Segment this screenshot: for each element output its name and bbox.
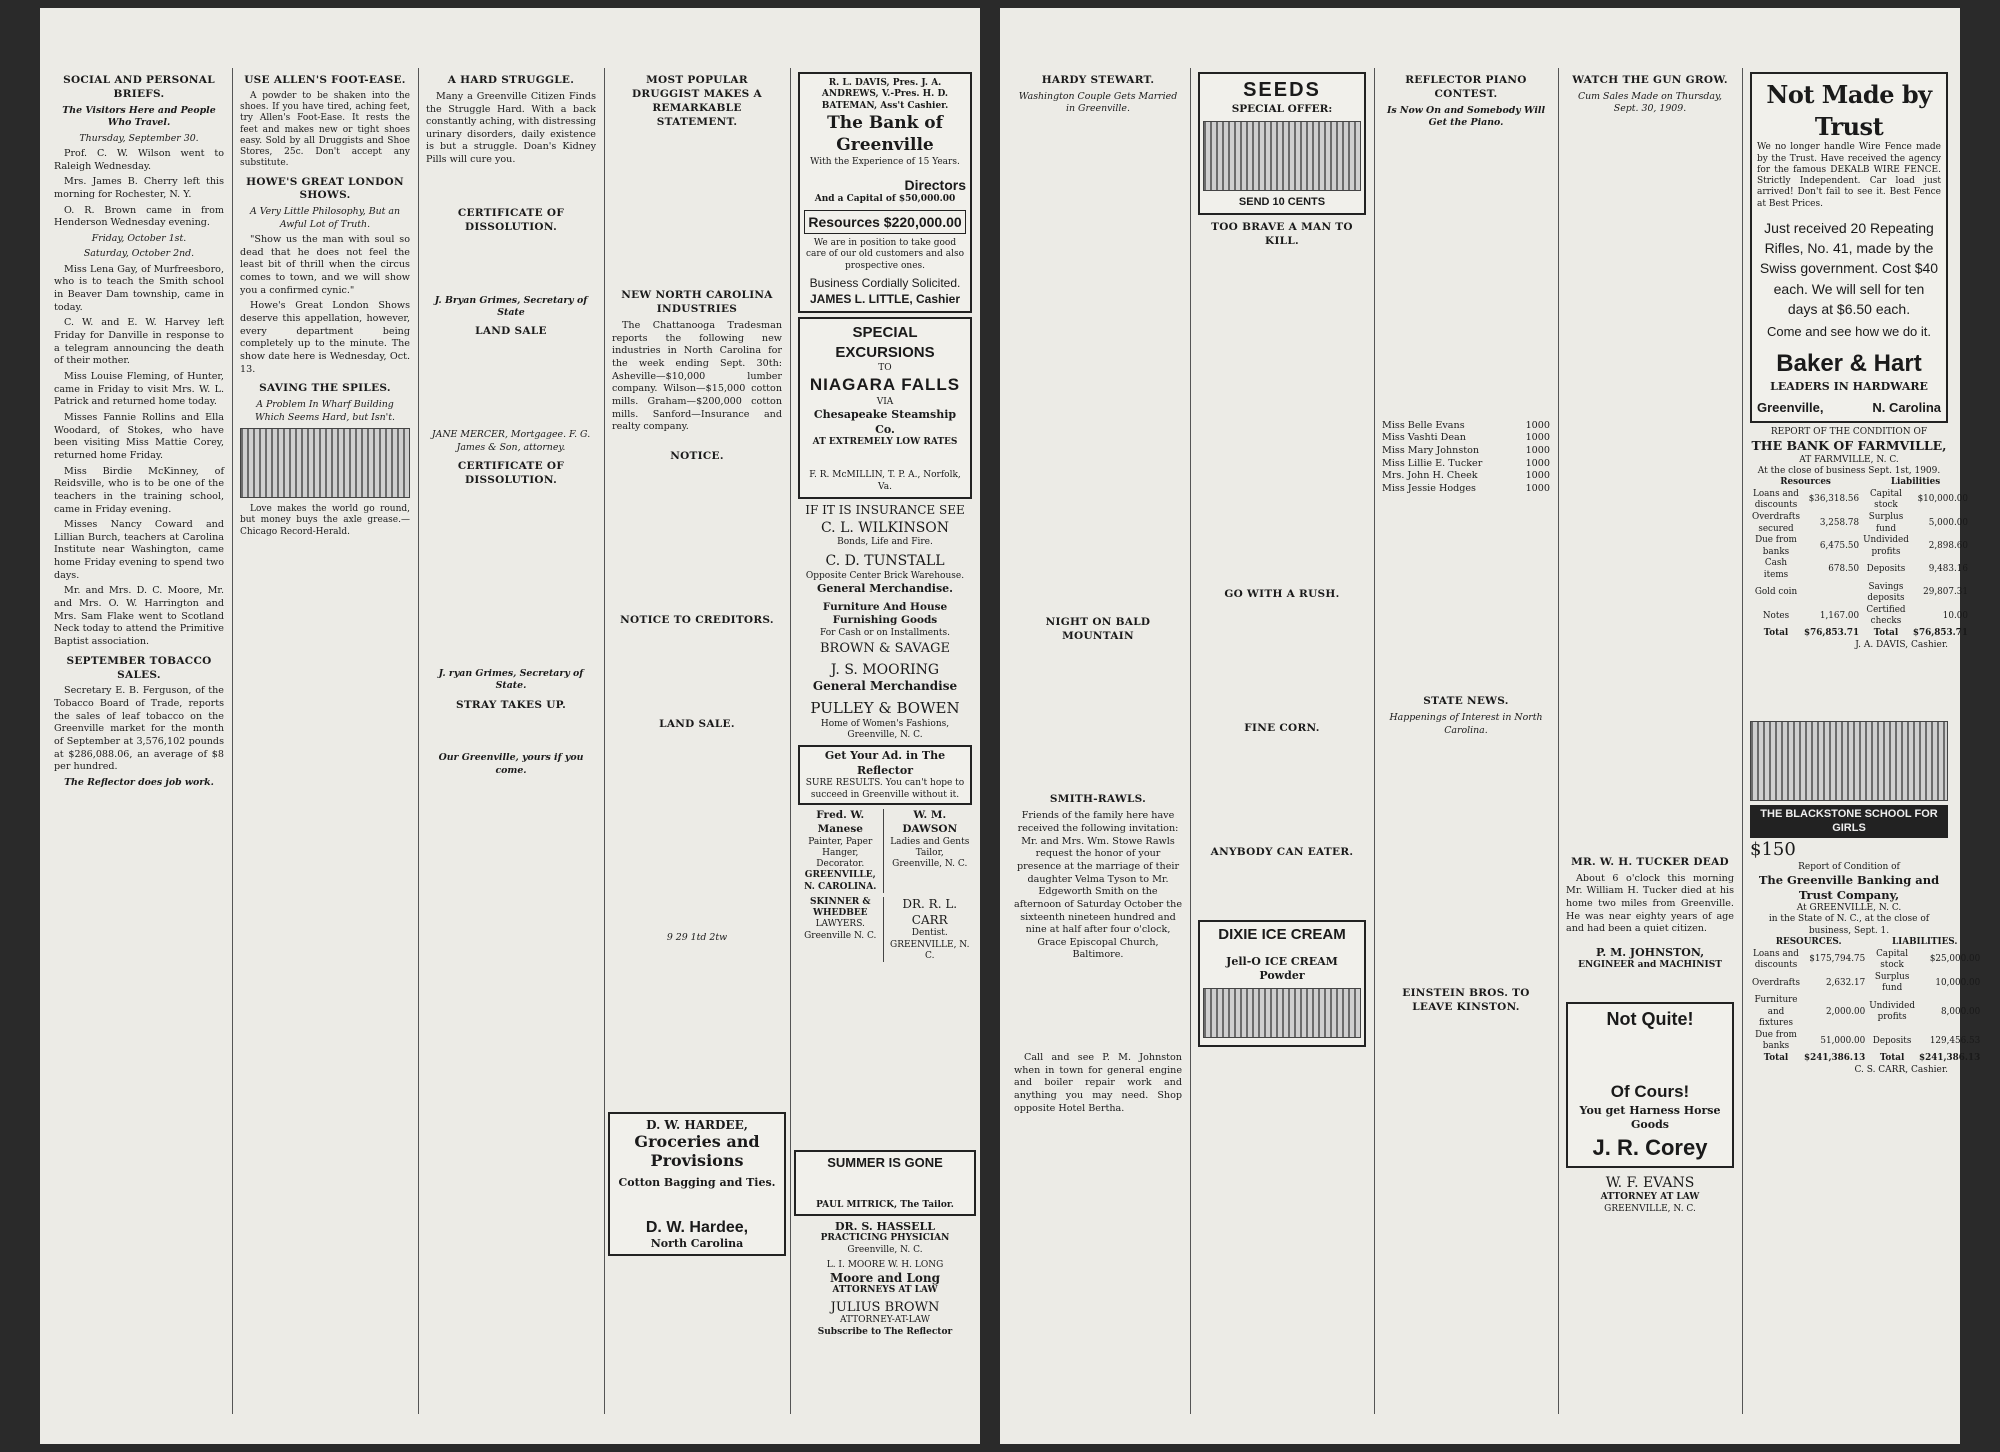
table-total-row bbox=[1750, 628, 1970, 640]
row-label: Due from banks bbox=[1755, 535, 1797, 557]
row-label: Overdrafts secured bbox=[1752, 511, 1800, 534]
row-label: Certified checks bbox=[1866, 604, 1906, 627]
insurance-line: IF IT IS INSURANCE SEE bbox=[805, 502, 965, 517]
not-quite-title: Not Quite! bbox=[1606, 1008, 1694, 1029]
table-row bbox=[1750, 489, 1970, 512]
row-value: 2,898.60 bbox=[1928, 540, 1968, 551]
brief-item: Friday, October 1st. bbox=[91, 232, 187, 244]
evans-trade: ATTORNEY AT LAW bbox=[1600, 1192, 1700, 1203]
baker-hart-city: Greenville, bbox=[1757, 399, 1824, 415]
row-label: Surplus fund bbox=[1868, 511, 1904, 534]
hardee-box bbox=[608, 1112, 786, 1256]
row-label: Gold coin bbox=[1754, 587, 1798, 598]
einstein-header: EINSTEIN BROS. TO LEAVE KINSTON. bbox=[1402, 987, 1530, 1013]
gbt-table bbox=[1750, 937, 1982, 1065]
row-value: $36,318.56 bbox=[1808, 494, 1860, 505]
julius-trade: ATTORNEY-AT-LAW bbox=[839, 1315, 931, 1326]
column-rule bbox=[1190, 68, 1191, 1414]
land-sale-header-2: LAND SALE. bbox=[659, 717, 735, 730]
manese-trade: Painter, Paper Hanger, Decorator. bbox=[808, 836, 873, 870]
notice-header: NOTICE. bbox=[670, 450, 724, 463]
julius-brown-card bbox=[794, 1300, 976, 1338]
row-label: Deposits bbox=[1866, 564, 1906, 575]
excursion-line: Chesapeake Steamship Co. bbox=[813, 408, 957, 436]
jello-illustration bbox=[1203, 988, 1361, 1038]
brown-savage-name: BROWN & SAVAGE bbox=[820, 640, 950, 656]
brief-item: O. R. Brown came in from Henderson Wednesday evening. bbox=[54, 204, 224, 229]
brief-item: Saturday, October 2nd. bbox=[83, 248, 195, 260]
moore-long-card bbox=[794, 1260, 976, 1297]
excursion-agent: F. R. McMILLIN, T. P. A., Norfolk, Va. bbox=[809, 470, 961, 492]
farmville-report bbox=[1750, 426, 1968, 651]
social-briefs-header: SOCIAL AND PERSONAL BRIEFS. bbox=[63, 74, 215, 100]
dissolution-header-2: CERTIFICATE OF DISSOLUTION. bbox=[457, 460, 565, 486]
row-value: $241,386.13 bbox=[1918, 1053, 1981, 1064]
brief-item: Thursday, September 30. bbox=[79, 132, 199, 144]
contestant-votes: 1000 bbox=[1525, 482, 1550, 494]
trust-body: We no longer handle Wire Fence made by the Trust. Have received the agency for the famous DEKALB WIRE FENCE. Strictly Independent. Car load just arrived! Don't fail to see it. Best Fence at Best Prices. bbox=[1757, 142, 1941, 209]
row-value: 5,000.00 bbox=[1928, 517, 1968, 528]
contestant-votes: 1000 bbox=[1525, 432, 1550, 444]
row-label: Furniture and fixtures bbox=[1754, 995, 1798, 1029]
bank-position: We are in position to take good care of our old customers and also prospective ones. bbox=[805, 238, 964, 271]
table-row bbox=[1750, 535, 1970, 558]
col4-footer: 9 29 1td 2tw bbox=[666, 931, 728, 943]
tunstall-ad bbox=[798, 552, 972, 596]
row-label: Loans and discounts bbox=[1753, 488, 1799, 511]
bottom-ads-right bbox=[794, 1146, 976, 1416]
manese-card bbox=[798, 809, 884, 893]
liabilities-header: LIABILITIES. bbox=[1891, 936, 1958, 947]
row-label: Surplus fund bbox=[1874, 971, 1910, 994]
tucker-dead-header: MR. W. H. TUCKER DEAD bbox=[1571, 855, 1729, 868]
hardee-name-2: D. W. Hardee, bbox=[645, 1219, 749, 1236]
gbt-title: Report of Condition of bbox=[1798, 861, 1900, 872]
contestant-list bbox=[1382, 420, 1550, 496]
bank-solicited: Business Cordially Solicited. bbox=[809, 275, 961, 290]
gbt-bank: The Greenville Banking and Trust Company, bbox=[1758, 872, 1940, 903]
summer-tailor: PAUL MITRICK, The Tailor. bbox=[816, 1200, 954, 1210]
row-value: 129,456.53 bbox=[1929, 1035, 1981, 1046]
row-value: 10,000.00 bbox=[1935, 977, 1981, 988]
column-rule bbox=[1742, 68, 1743, 1414]
tunstall-location: Opposite Center Brick Warehouse. bbox=[805, 570, 965, 581]
state-news-subheader: Happenings of Interest in North Carolina. bbox=[1389, 712, 1543, 736]
tobacco-sales-text: Secretary E. B. Ferguson, of the Tobacco Board of Trade, reports the sales of leaf tobacco on the Greenville market for the month of September at 3,576,102 pounds at $286,088.06, an average of $8 per hundred. bbox=[54, 685, 224, 773]
contestant-votes: 1000 bbox=[1525, 419, 1550, 431]
hardy-stewart-subheader: Washington Couple Gets Married in Greenville. bbox=[1018, 90, 1178, 115]
carr-card bbox=[888, 897, 973, 962]
johnston-name: P. M. JOHNSTON, bbox=[1595, 945, 1705, 959]
evans-city: GREENVILLE, N. C. bbox=[1604, 1203, 1696, 1214]
go-with-rush-header: GO WITH A RUSH. bbox=[1224, 588, 1340, 601]
row-value: 2,000.00 bbox=[1826, 1006, 1866, 1017]
furniture-terms: For Cash or on Installments. bbox=[820, 628, 950, 639]
hard-struggle-header: A HARD STRUGGLE. bbox=[447, 74, 575, 86]
dixie-title: DIXIE ICE CREAM bbox=[1218, 926, 1346, 944]
table-total-row bbox=[1750, 1053, 1982, 1065]
insurance-ad bbox=[798, 503, 972, 549]
spiles-header: SAVING THE SPILES. bbox=[259, 382, 391, 395]
row-value: $10,000.00 bbox=[1917, 494, 1968, 505]
smith-rawls-invitation: Friends of the family here have received the following invitation: Mr. and Mrs. Wm. Stowe Rawls request the honor of your presence at the marriage of their daughter Velma Tyson to Mr. Edgeworth Smith on the afternoon of Saturday October the sixteenth nineteen hundred and nine at half after four o'clock, Grace Episcopal Church, Baltimore. bbox=[1014, 810, 1183, 961]
column-rule bbox=[1374, 68, 1375, 1414]
farmville-cashier: J. A. DAVIS, Cashier. bbox=[1855, 639, 1948, 650]
liabilities-header: Liabilities bbox=[1890, 477, 1941, 488]
seeds-send: SEND 10 CENTS bbox=[1238, 196, 1326, 209]
row-value: 8,000.00 bbox=[1941, 1006, 1981, 1017]
farmville-date: At the close of business Sept. 1st, 1909. bbox=[1757, 465, 1941, 476]
howe-shows-header: HOWE'S GREAT LONDON SHOWS. bbox=[246, 175, 404, 202]
insurance-types: Bonds, Life and Fire. bbox=[837, 537, 933, 548]
row-value: $175,794.75 bbox=[1809, 954, 1866, 965]
brief-item: Miss Birdie McKinney, of Reidsville, who is to be one of the teachers in the training school, came in Friday evening. bbox=[54, 465, 224, 515]
row-value bbox=[1802, 582, 1861, 605]
moore-long-names: L. I. MOORE W. H. LONG bbox=[826, 1259, 944, 1270]
spiles-subheader: A Problem In Wharf Building Which Seems Hard, but Isn't. bbox=[254, 399, 395, 423]
row-label: Capital stock bbox=[1876, 948, 1909, 971]
row-label: Deposits bbox=[1872, 1035, 1912, 1046]
brave-man-header: TOO BRAVE A MAN TO KILL. bbox=[1211, 220, 1353, 247]
brief-item: Mr. and Mrs. D. C. Moore, Mr. and Mrs. O. W. Harrington and Mrs. Sam Flake went to Scotland Neck today to attend the Primitive Baptist association. bbox=[54, 585, 224, 648]
row-value: $25,000.00 bbox=[1929, 954, 1981, 965]
carr-city: GREENVILLE, N. C. bbox=[890, 939, 970, 961]
excursion-dest: NIAGARA FALLS bbox=[809, 375, 961, 395]
rifles-body: Just received 20 Repeating Rifles, No. 41, made by the Swiss government. Cost $40 each. We will sell for ten days at $6.50 each. bbox=[1759, 219, 1939, 318]
carr-name: DR. R. L. CARR bbox=[902, 896, 958, 927]
evans-name: W. F. EVANS bbox=[1605, 1174, 1695, 1191]
table-row bbox=[1750, 558, 1970, 581]
column-rule bbox=[1558, 68, 1559, 1414]
contestant-votes: 1000 bbox=[1525, 457, 1550, 469]
contestant-votes: 1000 bbox=[1525, 444, 1550, 456]
baker-hart-state: N. Carolina bbox=[1872, 399, 1941, 415]
furniture-line: Furniture And House Furnishing Goods bbox=[822, 600, 948, 627]
piano-contest-subheader: Is Now On and Somebody Will Get the Piano. bbox=[1386, 104, 1546, 129]
row-value: $76,853.71 bbox=[1912, 628, 1968, 638]
dawson-city: Greenville, N. C. bbox=[892, 859, 968, 870]
gbt-place: At GREENVILLE, N. C. bbox=[1796, 903, 1902, 914]
piano-contest-header: REFLECTOR PIANO CONTEST. bbox=[1405, 74, 1527, 100]
farmville-bank: THE BANK OF FARMVILLE, bbox=[1751, 438, 1947, 454]
farmville-place: AT FARMVILLE, N. C. bbox=[1799, 454, 1899, 465]
gbt-date: in the State of N. C., at the close of business, Sept. 1. bbox=[1768, 914, 1930, 936]
table-row bbox=[1750, 972, 1982, 995]
farmville-table bbox=[1750, 477, 1970, 640]
contestant-name: Mrs. John H. Cheek bbox=[1382, 470, 1478, 482]
trust-title: Not Made by Trust bbox=[1766, 80, 1932, 141]
pulley-name: PULLEY & BOWEN bbox=[810, 698, 960, 717]
subscribe-line: Subscribe to The Reflector bbox=[817, 1326, 953, 1337]
reflector-ad-text: SURE RESULTS. You can't hope to succeed in Greenville without it. bbox=[805, 778, 965, 800]
row-label: Due from banks bbox=[1755, 1029, 1797, 1052]
stray-header: STRAY TAKES UP. bbox=[455, 698, 567, 711]
contestant-votes: 1000 bbox=[1525, 470, 1550, 482]
row-value: 9,483.16 bbox=[1928, 564, 1968, 575]
contestant-name: Miss Jessie Hodges bbox=[1382, 482, 1476, 494]
newspaper-page-left bbox=[40, 8, 980, 1444]
tunstall-name: C. D. TUNSTALL bbox=[825, 553, 945, 570]
wharf-illustration bbox=[240, 428, 410, 498]
hardee-ad bbox=[608, 1108, 786, 1408]
rifles-come: Come and see how we do it. bbox=[1766, 324, 1932, 340]
hassell-city: Greenville, N. C. bbox=[847, 1244, 923, 1255]
hardy-stewart-header: HARDY STEWART. bbox=[1041, 74, 1155, 86]
business-cards-row bbox=[798, 809, 972, 893]
gbt-report bbox=[1750, 861, 1981, 1076]
table-row bbox=[1750, 995, 1982, 1030]
contestant-name: Miss Lillie E. Tucker bbox=[1382, 457, 1483, 469]
dissolution-signer-2: J. ryan Grimes, Secretary of State. bbox=[438, 667, 584, 692]
foot-ease-text: A powder to be shaken into the shoes. If you have tired, aching feet, try Allen's Foot-Ease. It rests the feet and makes new or tight shoes easy. Sold by all Druggists and Shoe Stores, 25c. Don't accept any substitute. bbox=[240, 90, 410, 169]
col3-footer: Our Greenville, yours if you come. bbox=[438, 752, 584, 776]
row-label: Capital stock bbox=[1869, 488, 1902, 511]
table-row bbox=[1750, 605, 1970, 628]
job-work-footer: The Reflector does job work. bbox=[64, 777, 214, 789]
johnston-ad bbox=[1566, 946, 1734, 972]
furniture-ad bbox=[798, 601, 972, 657]
brief-item: C. W. and E. W. Harvey left Friday for Danville in response to a telegram announcing the death of their mother. bbox=[54, 317, 224, 367]
column-rule bbox=[790, 68, 791, 1414]
hardee-state: North Carolina bbox=[650, 1237, 744, 1250]
table-header-row bbox=[1750, 477, 1970, 489]
baker-hart-tag: LEADERS IN HARDWARE bbox=[1770, 380, 1928, 394]
manese-city: GREENVILLE, N. CAROLINA. bbox=[804, 870, 877, 892]
creditors-header: NOTICE TO CREDITORS. bbox=[620, 613, 774, 626]
fine-corn-header: FINE CORN. bbox=[1244, 722, 1320, 735]
bank-name: The Bank of Greenville bbox=[827, 112, 943, 156]
gun-grow-subheader: Cum Sales Made on Thursday, Sept. 30, 1909. bbox=[1577, 90, 1723, 115]
anybody-can-eat-header: ANYBODY CAN EATER. bbox=[1210, 846, 1354, 859]
seeds-offer: SPECIAL OFFER: bbox=[1231, 103, 1333, 116]
social-briefs-subheader: The Visitors Here and People Who Travel. bbox=[62, 104, 216, 129]
brief-item: Misses Nancy Coward and Lillian Burch, teachers at Carolina Institute near Washington, came home Friday evening to spend two days. bbox=[54, 519, 224, 581]
row-label: Total bbox=[1879, 1053, 1905, 1064]
hassell-trade: PRACTICING PHYSICIAN bbox=[820, 1233, 950, 1244]
baker-hart-name: Baker & Hart bbox=[1776, 350, 1922, 378]
contestant-row bbox=[1382, 458, 1550, 471]
bank-capital: And a Capital of $50,000.00 bbox=[814, 194, 956, 205]
johnston-trade: ENGINEER and MACHINIST bbox=[1578, 960, 1722, 971]
column-social-briefs bbox=[50, 68, 228, 1414]
land-sale-signer: JANE MERCER, Mortgagee. F. G. James & Son, attorney. bbox=[431, 429, 591, 453]
state-news-header: STATE NEWS. bbox=[1423, 695, 1509, 708]
pulley-bowen-ad bbox=[798, 699, 972, 741]
contestant-name: Miss Belle Evans bbox=[1382, 419, 1465, 431]
farmville-title: REPORT OF THE CONDITION OF bbox=[1770, 426, 1928, 437]
baker-hart-location bbox=[1757, 399, 1941, 416]
brief-item: Prof. C. W. Wilson went to Raleigh Wednesday. bbox=[54, 147, 224, 172]
tobacco-sales-header: SEPTEMBER TOBACCO SALES. bbox=[66, 654, 212, 681]
row-label: Loans and discounts bbox=[1753, 948, 1799, 971]
of-cours-title: Of Cours! bbox=[1610, 1082, 1690, 1102]
excursion-rates: AT EXTREMELY LOW RATES bbox=[812, 437, 958, 448]
hassell-name: DR. S. HASSELL bbox=[835, 1220, 935, 1234]
row-label: Undivided profits bbox=[1869, 1000, 1915, 1023]
row-value: $241,386.13 bbox=[1803, 1053, 1866, 1064]
contestant-row bbox=[1382, 420, 1550, 433]
row-label: Notes bbox=[1762, 610, 1790, 621]
contestant-name: Miss Vashti Dean bbox=[1382, 432, 1466, 444]
table-row bbox=[1750, 1030, 1982, 1053]
row-value: 1,167.00 bbox=[1819, 610, 1860, 621]
howe-shows-subheader: A Very Little Philosophy, But an Awful Lot of Truth. bbox=[249, 206, 401, 230]
summer-gone-ad bbox=[794, 1150, 976, 1216]
row-value: 51,000.00 bbox=[1820, 1035, 1866, 1046]
howe-shows-text: Howe's Great London Shows deserve this appellation, however, every department being completely up to the minute. The show date here is Wednesday, Oct. 13. bbox=[240, 300, 410, 375]
column-foot-ease-circus bbox=[236, 68, 414, 1414]
contestant-row bbox=[1382, 432, 1550, 445]
industries-text: The Chattanooga Tradesman reports the following new industries in North Carolina for the week ending Sept. 30th: Asheville—$10,000 lumber company. Wilson—$15,000 cotton mills. Graham—$200,000 cotton mills. Sanford—Insurance and realty company. bbox=[612, 320, 782, 433]
column-hardware-banks bbox=[1746, 68, 1981, 1414]
column-hardy-stewart bbox=[1010, 68, 1186, 1414]
table-row bbox=[1750, 512, 1970, 535]
love-quote: Love makes the world go round, but money buys the axle grease.—Chicago Record-Herald. bbox=[240, 504, 410, 537]
excursion-via: VIA bbox=[876, 396, 894, 407]
druggist-header: MOST POPULAR DRUGGIST MAKES A REMARKABLE STATEMENT. bbox=[632, 74, 762, 128]
carr-trade: Dentist. bbox=[911, 928, 948, 939]
bald-mountain-header: NIGHT ON BALD MOUNTAIN bbox=[1045, 615, 1151, 642]
mooring-name: J. S. MOORING bbox=[830, 661, 940, 678]
hassell-card bbox=[794, 1220, 976, 1256]
resources-header: RESOURCES. bbox=[1775, 936, 1842, 947]
row-value: 3,258.78 bbox=[1819, 517, 1860, 528]
bank-directors: Directors bbox=[904, 176, 966, 193]
contestant-row bbox=[1382, 470, 1550, 483]
tunstall-goods: General Merchandise. bbox=[816, 582, 953, 596]
row-label: Overdrafts bbox=[1752, 977, 1800, 988]
row-value: 2,632.17 bbox=[1826, 977, 1866, 988]
harness-line: You get Harness Horse Goods bbox=[1579, 1103, 1721, 1132]
moore-long-firm: Moore and Long bbox=[829, 1271, 941, 1285]
brief-item: Misses Fannie Rollins and Ella Woodard, of Stokes, who have been visiting Miss Mattie Corey, returned home Friday. bbox=[54, 411, 224, 461]
johnston-notice: Call and see P. M. Johnston when in town for general engine and boiler repair work and anything you may need. Shop opposite Hotel Bertha. bbox=[1014, 1052, 1182, 1114]
contestant-name: Miss Mary Johnston bbox=[1382, 444, 1480, 456]
land-sale-header: LAND SALE bbox=[475, 325, 547, 338]
column-rule bbox=[418, 68, 419, 1414]
tucker-dead-text: About 6 o'clock this morning Mr. William H. Tucker died at his home two miles from Greenville. He was near eighty years of age and had been a quiet citizen. bbox=[1566, 872, 1734, 935]
hardee-goods: Groceries and Provisions bbox=[634, 1132, 760, 1170]
column-seeds-brave bbox=[1194, 68, 1370, 1414]
row-value: $76,853.71 bbox=[1803, 628, 1860, 638]
business-cards-row-2 bbox=[798, 897, 972, 962]
newspaper-page-right bbox=[1000, 8, 1981, 1444]
row-label: Savings deposits bbox=[1867, 581, 1905, 604]
gun-grow-header: WATCH THE GUN GROW. bbox=[1572, 74, 1728, 86]
corey-name: J. R. Corey bbox=[1592, 1134, 1708, 1160]
manese-name: Fred. W. Manese bbox=[816, 808, 865, 835]
foot-ease-header: USE ALLEN'S FOOT-EASE. bbox=[244, 74, 406, 86]
mooring-goods: General Merchandise bbox=[812, 679, 958, 694]
excursion-title: SPECIAL EXCURSIONS bbox=[835, 324, 935, 362]
table-row bbox=[1750, 949, 1982, 972]
julius-name: JULIUS BROWN bbox=[830, 1300, 940, 1316]
skinner-trade: LAWYERS. Greenville N. C. bbox=[804, 919, 877, 941]
column-rule bbox=[232, 68, 233, 1414]
row-value: 10.00 bbox=[1942, 610, 1968, 621]
dawson-trade: Ladies and Gents Tailor, bbox=[890, 836, 970, 858]
brief-item: Miss Lena Gay, of Murfreesboro, who is to teach the Smith school in Beaver Dam township, came in today. bbox=[54, 263, 224, 313]
blackstone-school-illustration bbox=[1750, 721, 1948, 801]
row-label: Cash items bbox=[1763, 558, 1789, 580]
moore-long-trade: ATTORNEYS AT LAW bbox=[832, 1285, 938, 1295]
seeds-title: SEEDS bbox=[1243, 79, 1321, 101]
hard-struggle-text: Many a Greenville Citizen Finds the Struggle Hard. With a back constantly aching, with distressing urinary disorders, daily existence is but a struggle. Doan's Kidney Pills will cure you. bbox=[426, 90, 597, 166]
dixie-ice-cream-ad bbox=[1198, 920, 1366, 1047]
bank-tagline: With the Experience of 15 Years. bbox=[810, 156, 960, 167]
brief-item: Miss Louise Fleming, of Hunter, came in Friday to visit Mrs. W. L. Patrick and returned home today. bbox=[54, 370, 224, 408]
howe-shows-text: "Show us the man with soul so dead that he does not feel the least bit of thrill when the circus comes to town, and we will show you a confirmed cynic." bbox=[240, 234, 410, 296]
pulley-tagline: Home of Women's Fashions, Greenville, N. C. bbox=[820, 718, 950, 741]
bank-cashier: JAMES L. LITTLE, Cashier bbox=[809, 291, 961, 306]
brief-item: Mrs. James B. Cherry left this morning for Rochester, N. Y. bbox=[54, 176, 224, 200]
resources-header: Resources bbox=[1780, 477, 1831, 488]
contestant-row bbox=[1382, 483, 1550, 496]
gbt-cashier: C. S. CARR, Cashier. bbox=[1854, 1064, 1948, 1075]
dissolution-header: CERTIFICATE OF DISSOLUTION. bbox=[457, 206, 565, 233]
baker-hart-ad bbox=[1750, 72, 1948, 423]
skinner-card bbox=[798, 897, 884, 962]
industries-header: NEW NORTH CAROLINA INDUSTRIES bbox=[621, 289, 773, 316]
bank-of-greenville-ad bbox=[798, 72, 972, 313]
row-value: 29,807.31 bbox=[1923, 587, 1968, 598]
mooring-ad bbox=[798, 661, 972, 695]
niagara-excursion-ad bbox=[798, 317, 972, 498]
reflector-ad-title: Get Your Ad. in The Reflector bbox=[824, 749, 946, 777]
row-value: 678.50 bbox=[1828, 564, 1860, 575]
row-label: Total bbox=[1763, 628, 1789, 638]
row-label: Undivided profits bbox=[1863, 535, 1909, 557]
hardee-name: D. W. HARDEE, bbox=[646, 1118, 748, 1132]
row-label: Total bbox=[1873, 628, 1899, 638]
seeds-ad bbox=[1198, 72, 1366, 215]
table-header-row bbox=[1750, 937, 1982, 949]
summer-title: SUMMER IS GONE bbox=[827, 1155, 943, 1170]
wilkinson-name: C. L. WILKINSON bbox=[820, 519, 950, 536]
skinner-name: SKINNER & WHEDBEE bbox=[809, 896, 871, 919]
not-quite-ad bbox=[1566, 1002, 1734, 1168]
bank-resources: Resources $220,000.00 bbox=[804, 210, 966, 234]
blackstone-price: $150 bbox=[1750, 838, 1796, 860]
contestant-row bbox=[1382, 445, 1550, 458]
table-row bbox=[1750, 582, 1970, 605]
seeds-illustration bbox=[1203, 121, 1361, 191]
smith-rawls-header: SMITH-RAWLS. bbox=[1049, 793, 1147, 806]
dawson-card bbox=[888, 809, 973, 893]
bank-officers: R. L. DAVIS, Pres. J. A. ANDREWS, V.-Pres. H. D. BATEMAN, Ass't Cashier. bbox=[821, 78, 949, 111]
reflector-ad bbox=[798, 745, 972, 805]
hardee-cotton: Cotton Bagging and Ties. bbox=[618, 1176, 776, 1189]
evans-card bbox=[1566, 1174, 1734, 1215]
dissolution-signer: J. Bryan Grimes, Secretary of State bbox=[434, 294, 588, 318]
row-label: Total bbox=[1763, 1053, 1789, 1064]
blackstone-title: THE BLACKSTONE SCHOOL FOR GIRLS bbox=[1750, 805, 1948, 838]
column-gun-grow bbox=[1562, 68, 1738, 1414]
jello-line: Jell-O ICE CREAM Powder bbox=[1226, 954, 1338, 983]
dawson-name: W. M. DAWSON bbox=[902, 808, 958, 835]
row-value: 6,475.50 bbox=[1819, 540, 1860, 551]
excursion-to: TO bbox=[878, 363, 892, 374]
column-piano-contest bbox=[1378, 68, 1554, 1414]
